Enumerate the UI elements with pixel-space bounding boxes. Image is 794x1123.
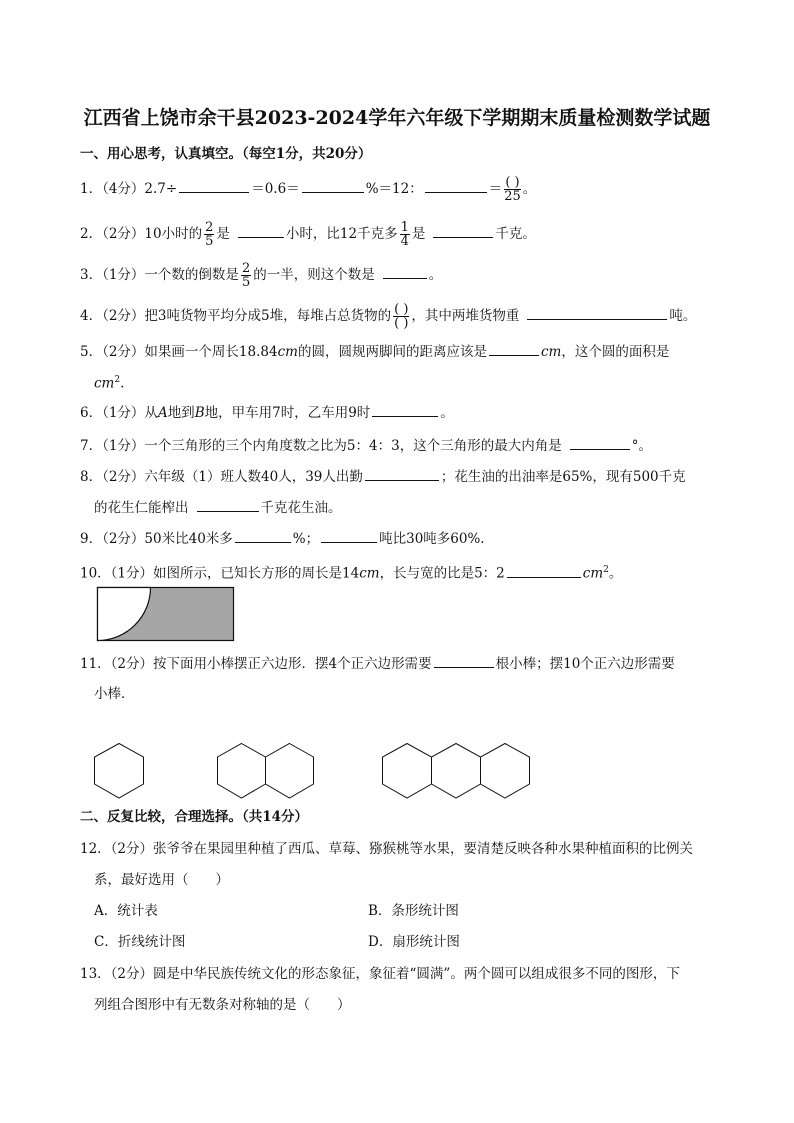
question-8: [80, 466, 686, 486]
q5-text: .: [120, 375, 125, 392]
fraction-numerator: ( ): [394, 302, 409, 317]
q1-text: %＝12：: [365, 181, 423, 197]
q1-text: ＝0.6＝: [251, 181, 300, 197]
q8-text: ；花生油的出油率是65%，现有500千克: [440, 469, 686, 485]
q9-text: 9．（2分）50米比40米多: [80, 531, 233, 547]
unit-cm: cm: [359, 565, 380, 582]
q6-text: 地，甲车用7时，乙车用9时: [204, 405, 371, 421]
q4-text: ，其中两堆货物重: [411, 308, 520, 324]
q9-text: %；: [292, 531, 320, 547]
q6-text: 。: [440, 405, 454, 421]
question-11: [80, 653, 675, 673]
q1-blank-2[interactable]: [302, 178, 364, 193]
q2-fraction-1: [204, 221, 214, 248]
q12-option-b[interactable]: B．条形统计图: [368, 903, 459, 919]
hexagon: [383, 744, 432, 799]
section-1-heading: 一、用心思考，认真填空。（每空1分，共20分）: [80, 146, 372, 162]
q12-option-a[interactable]: A．统计表: [94, 903, 158, 919]
question-11-continued: 小棒．: [94, 686, 135, 702]
q2-blank-1[interactable]: [238, 223, 284, 238]
q3-blank[interactable]: [383, 264, 427, 279]
hexagon-3-figure: [382, 743, 532, 799]
hexagon: [481, 744, 530, 799]
hexagon-1-figure: [94, 743, 146, 799]
q3-text: 3．（1分）一个数的倒数是: [80, 267, 239, 283]
fraction-numerator: 2: [241, 261, 251, 276]
q5-text: 的圆，圆规两脚间的距离应该是: [297, 344, 487, 360]
q6-text: 地到: [167, 405, 195, 421]
q1-text: ＝: [488, 181, 503, 197]
q5-text: 5．（2分）如果画一个周长18.84: [80, 344, 278, 360]
q2-fraction-2: [400, 221, 410, 248]
q2-text: 是: [216, 226, 230, 242]
q4-text: 吨。: [669, 308, 697, 324]
unit-cm: cm: [94, 375, 115, 392]
q8-text: 千克花生油。: [260, 500, 342, 516]
q1-fraction: [504, 176, 521, 203]
unit-cm: cm: [582, 565, 604, 582]
q7-text: °。: [631, 438, 652, 454]
q10-text: 10．（1分）如图所示，已知长方形的周长是14: [80, 565, 360, 582]
question-13: 13．（2分）圆是中华民族传统文化的形态象征，象征着“圆满”。两个圆可以组成很多不同的图形，下: [80, 966, 680, 982]
question-13-continued: 列组合图形中有无数条对称轴的是（ ）: [94, 997, 351, 1013]
question-3: [80, 262, 442, 289]
question-5-continued: [94, 371, 124, 393]
question-12: 12．（2分）张爷爷在果园里种植了西瓜、草莓、猕猴桃等水果，要清楚反映各种水果种植面积的比例关: [80, 841, 694, 857]
fraction-denominator: 5: [241, 275, 251, 290]
fraction-denominator: ( ): [394, 316, 409, 331]
question-8-continued: [94, 497, 342, 517]
q3-fraction: [241, 262, 251, 289]
q1-blank-3[interactable]: [425, 178, 487, 193]
hexagon: [432, 744, 481, 799]
q2-text: 是: [411, 226, 426, 242]
fraction-numerator: ( ): [505, 175, 520, 190]
question-4: [80, 303, 696, 330]
unit-cm: cm: [277, 344, 298, 360]
q8-text: 的花生仁能榨出: [94, 500, 189, 516]
superscript: 2: [603, 565, 609, 575]
q11-text: 根小棒；摆10个正六边形需要: [495, 656, 675, 672]
q7-text: 7．（1分）一个三角形的三个内角度数之比为5：4：3，这个三角形的最大内角是: [80, 438, 562, 454]
q7-blank[interactable]: [570, 435, 630, 450]
q12-option-c[interactable]: C．折线统计图: [94, 934, 186, 950]
question-6: [80, 402, 454, 422]
fraction-denominator: 5: [205, 234, 214, 249]
q3-text: 的一半，则这个数是: [253, 267, 375, 283]
q10-blank[interactable]: [507, 563, 581, 578]
q9-blank-2[interactable]: [321, 528, 377, 543]
hexagon: [95, 744, 144, 799]
q8-blank-2[interactable]: [197, 497, 259, 512]
fraction-denominator: 4: [400, 234, 409, 249]
question-1: [80, 176, 536, 203]
q2-text: 小时，比12千克多: [285, 226, 398, 242]
question-10: [80, 561, 622, 583]
q2-blank-2[interactable]: [433, 223, 493, 238]
page-title: 江西省上饶市余干县2023-2024学年六年级下学期期末质量检测数学试题: [83, 107, 711, 129]
question-2: [80, 221, 536, 248]
q1-text: 1．（4分）2.7÷: [80, 181, 178, 197]
q9-text: 吨比30吨多60%.: [379, 531, 485, 547]
q2-text: 千克。: [495, 226, 536, 242]
hexagon-2-figure: [217, 743, 317, 799]
q8-text: 8．（2分）六年级（1）班人数40人，39人出勤: [80, 469, 363, 485]
question-12-continued: 系，最好选用（ ）: [94, 872, 229, 888]
section-2-heading: 二、反复比较，合理选择。（共14分）: [80, 809, 309, 825]
question-9: [80, 528, 485, 548]
hexagon: [218, 744, 266, 799]
q6-text: 6．（1分）从: [80, 405, 158, 421]
q11-text: 11．（2分）按下面用小棒摆正六边形．摆4个正六边形需要: [80, 656, 432, 672]
q4-blank[interactable]: [527, 305, 667, 320]
q8-blank-1[interactable]: [365, 466, 439, 481]
point-a: A: [157, 405, 168, 421]
q6-blank[interactable]: [372, 402, 438, 417]
superscript: 2: [114, 375, 121, 385]
fraction-numerator: 2: [205, 220, 214, 235]
question-5: [80, 341, 669, 361]
q3-text: 。: [428, 267, 443, 283]
question-7: [80, 435, 652, 455]
fraction-numerator: 1: [400, 220, 409, 235]
q4-fraction: [393, 303, 409, 330]
q10-text: ，长与宽的比是5：2: [379, 565, 505, 582]
q1-blank-1[interactable]: [179, 178, 249, 193]
q11-blank[interactable]: [434, 653, 494, 668]
fraction-denominator: 25: [504, 189, 521, 204]
hexagon: [266, 744, 314, 799]
rectangle-quarter-circle-figure: [97, 587, 235, 642]
q9-blank-1[interactable]: [235, 528, 291, 543]
q2-text: 2．（2分）10小时的: [80, 226, 203, 242]
q4-text: 4．（2分）把3吨货物平均分成5堆，每堆占总货物的: [80, 308, 392, 324]
point-b: B: [194, 405, 205, 421]
q10-text: 。: [608, 565, 623, 582]
q1-text: 。: [522, 181, 537, 197]
unit-cm: cm: [540, 344, 562, 360]
q5-blank[interactable]: [489, 341, 539, 356]
q5-text: ，这个圆的面积是: [561, 344, 670, 360]
q12-option-d[interactable]: D．扇形统计图: [368, 934, 460, 950]
